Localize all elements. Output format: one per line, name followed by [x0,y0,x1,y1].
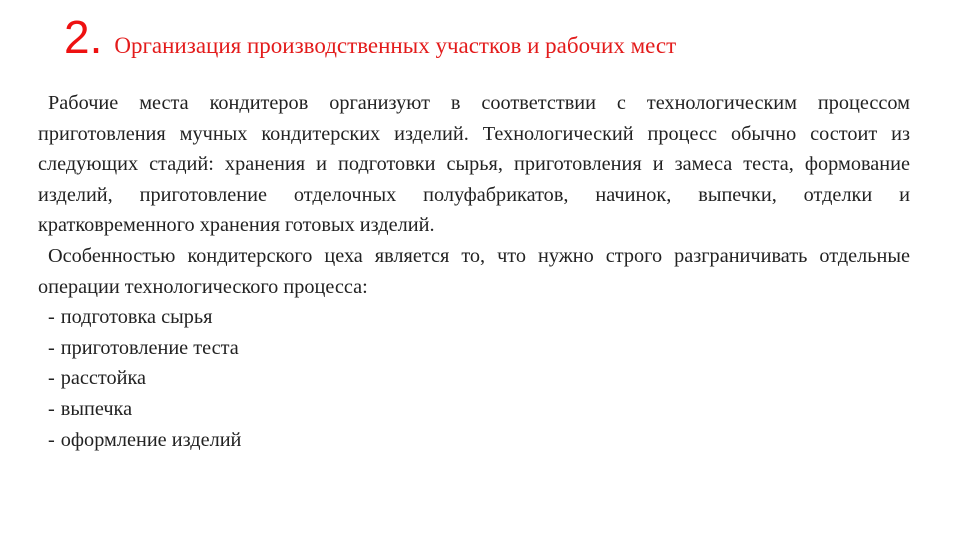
paragraph-workplaces: Рабочие места кондитеров организуют в соответствии с технологическим процессом приготовления мучных кондитерских изделий. Технологический процесс обычно состоит из следующих стадий: хранения и подготовки сырья, приготовления и замеса теста, формование изделий, приготовление отделочных полуфабрикатов, начинок, выпечки, отделки и кратковременного хранения готовых изделий. [38,92,910,237]
list-item [38,363,910,394]
list-item-text: приготовление теста [60,336,239,359]
slide-body [38,88,910,455]
dash-marker: - [48,306,55,329]
list-item-text: расстойка [60,367,147,390]
list-item [38,425,910,456]
list-item-text: подготовка сырья [60,306,213,329]
dash-marker: - [48,428,55,451]
title-number: 2. [64,11,103,63]
list-item-text: оформление изделий [60,428,242,451]
dash-marker: - [48,336,55,359]
list-item [38,302,910,333]
title-text: Организация производственных участков и рабочих мест [114,33,677,58]
slide-title [64,11,677,63]
list-item [38,394,910,425]
dash-marker: - [48,397,55,420]
paragraph-features: Особенностью кондитерского цеха является то, что нужно строго разграничивать отдельные операции технологического процесса: [38,244,910,298]
dash-marker: - [48,367,55,390]
operations-list [38,302,910,455]
list-item-text: выпечка [60,397,133,420]
list-item [38,333,910,364]
